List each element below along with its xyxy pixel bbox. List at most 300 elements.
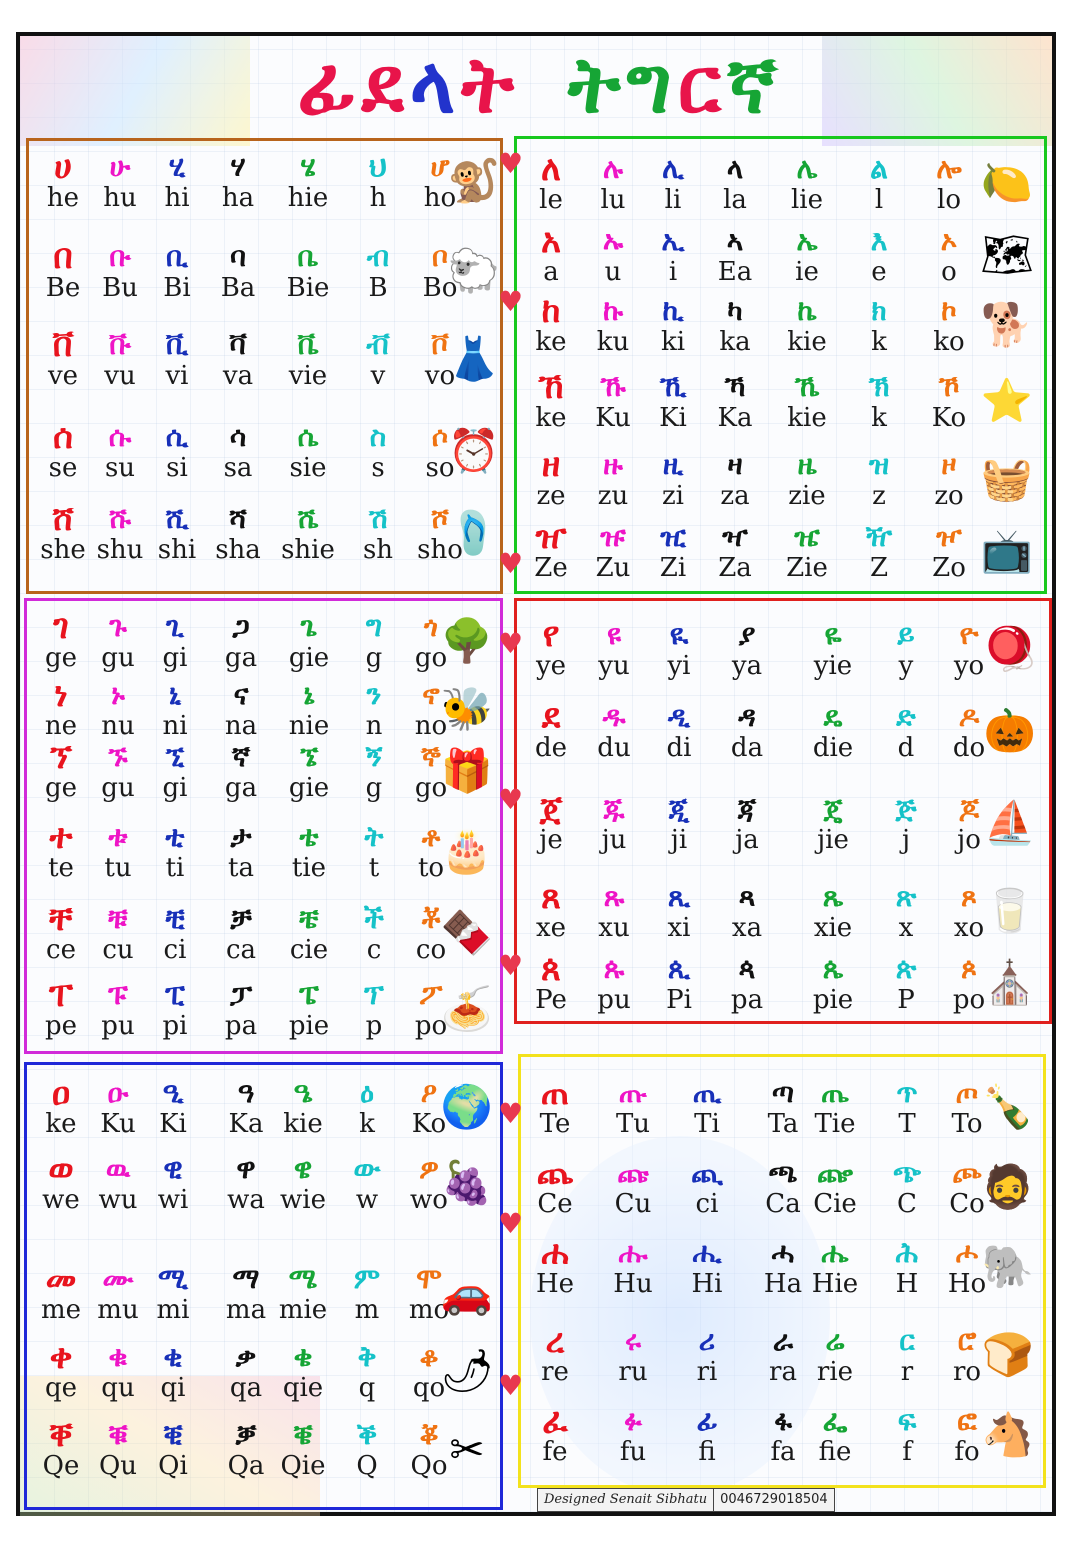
latin-transliteration: ki: [660, 327, 686, 357]
ge-ez-letter: ቡ: [109, 240, 131, 273]
ge-ez-letter: ብ: [366, 240, 390, 273]
latin-transliteration: ze: [536, 481, 566, 511]
latin-transliteration: u: [604, 257, 622, 287]
latin-transliteration: Ce: [537, 1189, 573, 1219]
ge-ez-letter: ጮ: [952, 1156, 982, 1189]
ge-ez-letter: ሳ: [229, 420, 247, 453]
ge-ez-letter: ሱ: [108, 420, 132, 453]
letter-row: [31, 737, 502, 821]
latin-transliteration: le: [539, 185, 563, 215]
ge-ez-letter: ኺ: [659, 370, 687, 403]
latin-transliteration: Bie: [286, 273, 330, 303]
latin-transliteration: Ki: [159, 1109, 187, 1139]
letter-cell: [603, 1077, 663, 1139]
latin-transliteration: tie: [291, 853, 327, 883]
letter-cell: [211, 821, 271, 883]
letter-cell: [145, 611, 205, 673]
letter-cell: [88, 979, 148, 1041]
latin-transliteration: pu: [101, 1011, 135, 1041]
letter-cell: [877, 1237, 937, 1299]
latin-transliteration: Qu: [98, 1451, 138, 1481]
latin-transliteration: wi: [157, 1185, 189, 1215]
heart-icon: ♥: [498, 1207, 524, 1240]
letter-cell: [33, 325, 93, 391]
ge-ez-letter: ሹ: [109, 502, 131, 535]
letter-cell: [31, 899, 91, 965]
ge-ez-letter: ዣ: [722, 520, 748, 553]
latin-transliteration: die: [812, 733, 854, 763]
ge-ez-letter: ቨ: [52, 325, 74, 365]
ge-ez-letter: ኪ: [662, 294, 684, 327]
ge-ez-letter: ቖ: [419, 1418, 439, 1451]
latin-transliteration: p: [365, 1011, 383, 1041]
latin-transliteration: to: [417, 853, 445, 883]
latin-transliteration: fie: [818, 1437, 852, 1467]
ge-ez-letter: ቲ: [165, 820, 185, 853]
ge-ez-letter: ት: [364, 820, 384, 853]
latin-transliteration: C: [897, 1189, 917, 1219]
letter-cell: [147, 241, 207, 303]
letter-cell: [279, 611, 339, 673]
latin-transliteration: shu: [96, 535, 144, 565]
latin-transliteration: q: [358, 1373, 376, 1403]
letter-cell: [90, 503, 150, 565]
letter-cell: [603, 1237, 663, 1299]
ge-ez-letter: ዞ: [941, 448, 957, 481]
letter-cell: [583, 153, 643, 215]
letter-cell: [147, 151, 207, 213]
letter-row: [31, 1337, 502, 1421]
ge-ez-letter: ቼ: [299, 902, 319, 935]
elephant-icon: 🐘: [981, 1242, 1035, 1291]
heart-icon: ♥: [498, 627, 524, 660]
latin-transliteration: Tie: [814, 1109, 856, 1139]
ge-ez-letter: ሃ: [230, 150, 246, 183]
letter-cell: [90, 421, 150, 483]
latin-transliteration: Ko: [931, 403, 967, 433]
letter-cell: [705, 295, 765, 357]
latin-transliteration: g: [365, 773, 383, 803]
letter-cell: [777, 371, 837, 433]
letter-cell: [278, 421, 338, 483]
letter-cell: [877, 1405, 937, 1467]
lemon-icon: 🍋: [980, 158, 1034, 207]
cake-icon: 🎂: [440, 826, 494, 875]
chili-pepper-icon: 🌶: [440, 1346, 494, 1395]
letter-cell: [525, 1073, 585, 1139]
ge-ez-letter: ጼ: [822, 880, 844, 913]
ge-ez-letter: ኦ: [940, 224, 958, 257]
letter-cell: [348, 241, 408, 303]
latin-transliteration: Ho: [947, 1269, 987, 1299]
ge-ez-letter: ጂ: [668, 792, 690, 825]
ge-ez-letter: ፎ: [957, 1404, 977, 1437]
latin-transliteration: Ta: [767, 1109, 799, 1139]
ge-ez-letter: ሌ: [796, 152, 818, 185]
ge-ez-letter: ጁ: [603, 792, 625, 825]
letter-cell: [279, 821, 339, 883]
ge-ez-letter: ኖ: [422, 678, 440, 711]
tree-icon: 🌳: [440, 616, 494, 665]
ge-ez-letter: ፐ: [49, 975, 73, 1015]
latin-transliteration: vi: [165, 361, 189, 391]
ge-ez-letter: ቢ: [165, 240, 188, 273]
latin-transliteration: T: [898, 1109, 916, 1139]
latin-transliteration: s: [371, 453, 385, 483]
ge-ez-letter: ሮ: [957, 1324, 977, 1357]
latin-transliteration: du: [597, 733, 631, 763]
latin-transliteration: yie: [813, 651, 853, 681]
letter-cell: [211, 679, 271, 741]
gift-box-icon: 🎁: [440, 746, 494, 795]
ge-ez-letter: ዚ: [662, 448, 684, 481]
latin-transliteration: Pe: [535, 985, 567, 1015]
ge-ez-letter: ጨ: [536, 1153, 574, 1193]
latin-transliteration: ko: [933, 327, 965, 357]
letter-cell: [90, 241, 150, 303]
latin-transliteration: fu: [619, 1437, 647, 1467]
latin-transliteration: y: [898, 651, 914, 681]
ge-ez-letter: ዒ: [162, 1076, 184, 1109]
ge-ez-letter: ፖ: [419, 978, 443, 1011]
ge-ez-letter: ጸ: [541, 877, 561, 917]
ge-ez-letter: ቒ: [163, 1418, 183, 1451]
ge-ez-letter: ይ: [897, 618, 915, 651]
letter-panel: [514, 136, 1047, 594]
ge-ez-letter: ጥ: [896, 1076, 918, 1109]
letter-cell: [211, 611, 271, 673]
letter-cell: [145, 821, 205, 883]
letter-cell: [216, 1263, 276, 1325]
letter-cell: [279, 979, 339, 1041]
latin-transliteration: no: [414, 711, 448, 741]
ge-ez-letter: ደ: [541, 697, 561, 737]
letter-cell: [876, 953, 936, 1015]
latin-transliteration: wu: [98, 1185, 138, 1215]
television-icon: 📺: [980, 526, 1034, 575]
latin-transliteration: kie: [787, 403, 827, 433]
latin-transliteration: lu: [600, 185, 626, 215]
ge-ez-letter: ኮ: [941, 294, 957, 327]
bishop-icon: ⛪: [983, 958, 1037, 1007]
ge-ez-letter: ወ: [48, 1149, 74, 1189]
letter-cell: [337, 1153, 397, 1215]
letter-cell: [777, 521, 837, 583]
letter-cell: [677, 1237, 737, 1299]
letter-cell: [344, 821, 404, 883]
letter-row: [521, 697, 1051, 781]
ge-ez-letter: ል: [870, 152, 888, 185]
letter-cell: [344, 979, 404, 1041]
ge-ez-letter: ቤ: [297, 240, 319, 273]
ge-ez-letter: ጣ: [771, 1076, 795, 1109]
ge-ez-letter: ቺ: [165, 902, 185, 935]
heart-icon: ♥: [498, 147, 524, 180]
letter-panel: [26, 138, 503, 594]
latin-transliteration: sho: [417, 535, 463, 565]
latin-transliteration: xa: [731, 913, 763, 943]
ge-ez-letter: ዬ: [824, 618, 842, 651]
ge-ez-letter: ጉ: [109, 610, 127, 643]
ge-ez-letter: ቸ: [49, 899, 73, 939]
ge-ez-letter: ኔ: [303, 678, 315, 711]
ge-ez-letter: ፌ: [822, 1404, 848, 1437]
latin-transliteration: kie: [283, 1109, 323, 1139]
letter-cell: [583, 371, 643, 433]
letter-row: [31, 1149, 502, 1233]
ge-ez-letter: ሂ: [168, 150, 186, 183]
letter-cell: [31, 675, 91, 741]
ge-ez-letter: ዖ: [420, 1076, 438, 1109]
letter-cell: [805, 1325, 865, 1387]
ge-ez-letter: ኒ: [169, 678, 181, 711]
letter-cell: [521, 367, 581, 433]
car-icon: 🚗: [440, 1268, 494, 1317]
letter-cell: [143, 1153, 203, 1215]
latin-transliteration: ca: [225, 935, 257, 965]
latin-transliteration: Za: [718, 553, 752, 583]
letter-cell: [31, 817, 91, 883]
latin-transliteration: To: [951, 1109, 983, 1139]
letter-row: [31, 1073, 502, 1157]
eritrea-map-icon: 🗺: [980, 230, 1034, 279]
latin-transliteration: g: [365, 643, 383, 673]
ge-ez-letter: የ: [542, 615, 560, 655]
letter-cell: [88, 1077, 148, 1139]
letter-cell: [677, 1325, 737, 1387]
ge-ez-letter: ቬ: [297, 328, 319, 361]
latin-transliteration: l: [874, 185, 884, 215]
ge-ez-letter: ተ: [49, 817, 73, 857]
latin-transliteration: pa: [224, 1011, 258, 1041]
letter-cell: [876, 881, 936, 943]
latin-transliteration: wie: [280, 1185, 326, 1215]
letter-cell: [279, 679, 339, 741]
ge-ez-letter: ቀ: [49, 1337, 73, 1377]
latin-transliteration: Ku: [100, 1109, 136, 1139]
letter-cell: [337, 1341, 397, 1403]
letter-row: [33, 237, 502, 321]
ge-ez-letter: ከ: [541, 291, 561, 331]
letter-cell: [525, 1153, 585, 1219]
basket-icon: 🧺: [980, 454, 1034, 503]
letter-row: [525, 1153, 1045, 1237]
latin-transliteration: ve: [47, 361, 79, 391]
ge-ez-letter: ራ: [772, 1324, 794, 1357]
latin-transliteration: qo: [412, 1373, 446, 1403]
letter-cell: [143, 1077, 203, 1139]
latin-transliteration: Cie: [813, 1189, 857, 1219]
letter-cell: [643, 449, 703, 511]
latin-transliteration: su: [104, 453, 136, 483]
latin-transliteration: Be: [45, 273, 81, 303]
ge-ez-letter: ቁ: [108, 1340, 128, 1373]
ge-ez-letter: ጦ: [955, 1076, 979, 1109]
letter-cell: [583, 225, 643, 287]
ge-ez-letter: ስ: [369, 420, 387, 453]
ge-ez-letter: ካ: [727, 294, 743, 327]
latin-transliteration: Qa: [227, 1451, 265, 1481]
ge-ez-letter: ጾ: [961, 880, 977, 913]
latin-transliteration: v: [370, 361, 386, 391]
letter-cell: [31, 1073, 91, 1139]
letter-cell: [584, 881, 644, 943]
title-letter: ግ: [626, 41, 678, 131]
letter-cell: [849, 371, 909, 433]
letter-cell: [805, 1157, 865, 1219]
letter-panel: [514, 598, 1052, 1024]
letter-cell: [649, 793, 709, 855]
letter-cell: [344, 679, 404, 741]
latin-transliteration: e: [871, 257, 887, 287]
latin-transliteration: xo: [953, 913, 985, 943]
latin-transliteration: gie: [288, 643, 330, 673]
letter-cell: [208, 421, 268, 483]
letter-cell: [803, 953, 863, 1015]
latin-transliteration: xi: [667, 913, 691, 943]
designer-phone: 0046729018504: [720, 1492, 828, 1507]
latin-transliteration: xie: [813, 913, 853, 943]
latin-transliteration: x: [898, 913, 914, 943]
letter-cell: [279, 903, 339, 965]
ge-ez-letter: ኛ: [232, 740, 250, 773]
ge-ez-letter: ቐ: [49, 1415, 73, 1455]
latin-transliteration: gi: [162, 773, 188, 803]
letter-cell: [777, 449, 837, 511]
letter-cell: [777, 225, 837, 287]
ge-ez-letter: ጲ: [667, 952, 691, 985]
ge-ez-letter: ዉ: [105, 1152, 131, 1185]
ge-ez-letter: ዱ: [602, 700, 626, 733]
letter-cell: [216, 1077, 276, 1139]
letter-cell: [803, 793, 863, 855]
ge-ez-letter: ሶ: [431, 420, 449, 453]
dress-icon: 👗: [447, 334, 501, 383]
heart-icon: ♥: [498, 547, 524, 580]
latin-transliteration: ti: [165, 853, 185, 883]
ge-ez-letter: ፉ: [624, 1404, 642, 1437]
latin-transliteration: Zu: [595, 553, 631, 583]
letter-cell: [643, 521, 703, 583]
bottle-icon: 🍾: [981, 1082, 1035, 1131]
letter-cell: [919, 371, 979, 433]
latin-transliteration: P: [897, 985, 915, 1015]
latin-transliteration: Ku: [595, 403, 631, 433]
ge-ez-letter: ክ: [871, 294, 887, 327]
latin-transliteration: pe: [44, 1011, 78, 1041]
ge-ez-letter: ዌ: [293, 1152, 313, 1185]
scissors-icon: ✂: [449, 1424, 485, 1474]
letter-cell: [583, 295, 643, 357]
latin-transliteration: wa: [227, 1185, 265, 1215]
letter-row: [31, 1259, 502, 1343]
ge-ez-letter: ጢ: [692, 1076, 722, 1109]
letter-cell: [643, 371, 703, 433]
ge-ez-letter: ዦ: [936, 520, 962, 553]
latin-transliteration: ya: [731, 651, 763, 681]
letter-row: [521, 149, 1046, 233]
letter-cell: [521, 949, 581, 1015]
latin-transliteration: ru: [618, 1357, 648, 1387]
latin-transliteration: ge: [44, 773, 78, 803]
ge-ez-letter: ሁ: [109, 150, 131, 183]
latin-transliteration: go: [414, 773, 448, 803]
latin-transliteration: ku: [596, 327, 630, 357]
letter-cell: [805, 1077, 865, 1139]
letter-cell: [805, 1405, 865, 1467]
ge-ez-letter: ሽ: [368, 502, 388, 535]
ge-ez-letter: ም: [353, 1262, 381, 1295]
latin-transliteration: Hu: [613, 1269, 653, 1299]
ge-ez-letter: ጬ: [817, 1156, 853, 1189]
latin-transliteration: k: [871, 403, 887, 433]
latin-transliteration: Ka: [717, 403, 753, 433]
letter-cell: [849, 153, 909, 215]
ge-ez-letter: ሞ: [416, 1262, 442, 1295]
latin-transliteration: zu: [597, 481, 629, 511]
ge-ez-letter: ጀ: [539, 789, 563, 829]
ge-ez-letter: ኻ: [724, 370, 746, 403]
letter-cell: [90, 329, 150, 391]
ge-ez-letter: ቶ: [421, 820, 441, 853]
latin-transliteration: xu: [598, 913, 630, 943]
ge-ez-letter: ሼ: [297, 502, 319, 535]
ge-ez-letter: ሬ: [825, 1324, 845, 1357]
ge-ez-letter: ማ: [232, 1262, 260, 1295]
letter-cell: [919, 295, 979, 357]
ge-ez-letter: ሊ: [662, 152, 684, 185]
latin-transliteration: so: [425, 453, 455, 483]
letter-cell: [145, 979, 205, 1041]
latin-transliteration: t: [368, 853, 380, 883]
letter-panel: [518, 1054, 1046, 1488]
latin-transliteration: ri: [696, 1357, 718, 1387]
letter-cell: [216, 1419, 276, 1481]
letter-cell: [211, 979, 271, 1041]
heart-icon: ♥: [498, 949, 524, 982]
heart-icon: ♥: [498, 1369, 524, 1402]
latin-transliteration: po: [414, 1011, 448, 1041]
letter-cell: [88, 679, 148, 741]
ge-ez-letter: ጵ: [895, 952, 917, 985]
letter-cell: [521, 221, 581, 287]
latin-transliteration: ke: [535, 327, 567, 357]
ge-ez-letter: ዝ: [868, 448, 890, 481]
latin-transliteration: nie: [288, 711, 330, 741]
ge-ez-letter: ቂ: [163, 1340, 183, 1373]
latin-transliteration: Ko: [411, 1109, 447, 1139]
bread-icon: 🍞: [981, 1330, 1035, 1379]
letter-cell: [877, 1157, 937, 1219]
latin-transliteration: zie: [788, 481, 826, 511]
ge-ez-letter: ዎ: [419, 1152, 439, 1185]
latin-transliteration: qu: [101, 1373, 135, 1403]
designer-credit: [537, 1488, 835, 1512]
ge-ez-letter: ቮ: [431, 328, 449, 361]
ge-ez-letter: ጡ: [618, 1076, 648, 1109]
latin-transliteration: gu: [101, 773, 135, 803]
sheep-icon: 🐑: [447, 246, 501, 295]
letter-cell: [31, 1337, 91, 1403]
latin-transliteration: ta: [228, 853, 254, 883]
latin-transliteration: ma: [225, 1295, 267, 1325]
latin-transliteration: w: [355, 1185, 379, 1215]
ge-ez-letter: ጶ: [961, 952, 977, 985]
latin-transliteration: Ka: [228, 1109, 264, 1139]
letter-cell: [717, 701, 777, 763]
ge-ez-letter: ኼ: [794, 370, 820, 403]
ge-ez-letter: ኬ: [797, 294, 817, 327]
